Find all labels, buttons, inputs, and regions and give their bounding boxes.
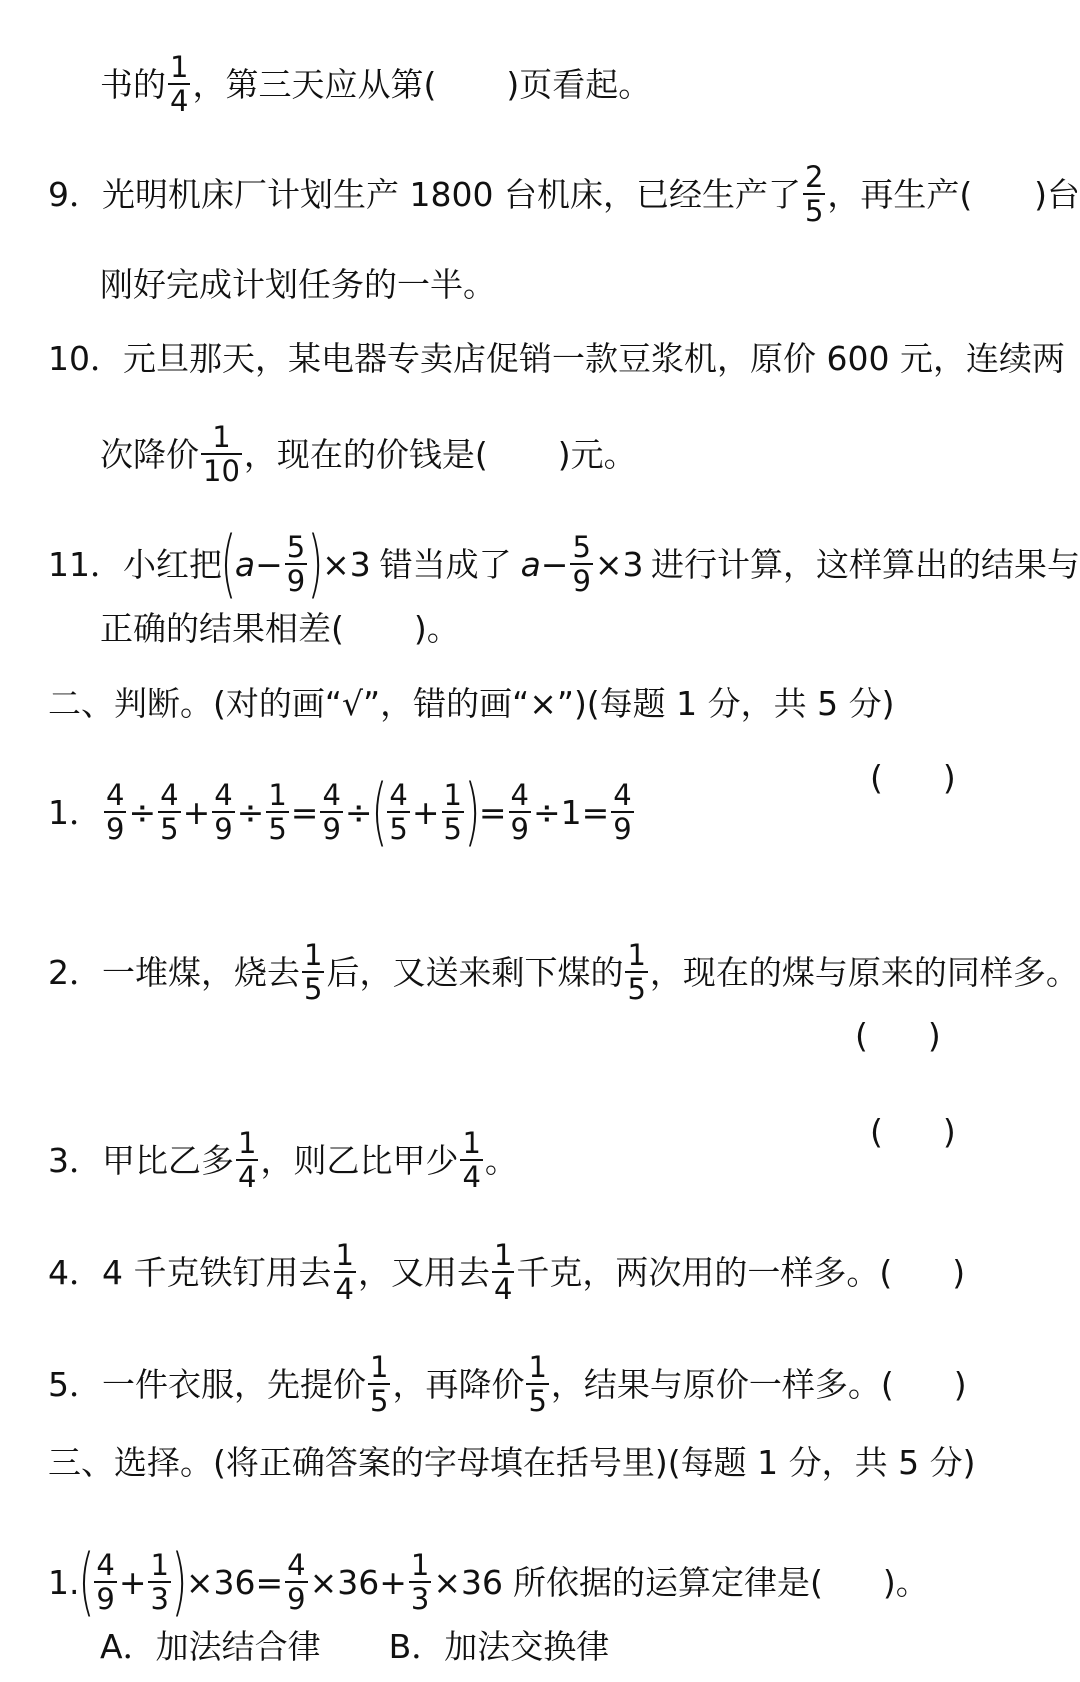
text: 元旦那天，某电器专卖店促销一款豆浆机，原价 600 元，连续两 (123, 339, 1065, 378)
judge-4 (48, 1240, 1080, 1305)
text: ，又用去 (357, 1252, 490, 1292)
text: 次降价 (100, 434, 199, 474)
text: 所依据的运算定律是( (513, 1562, 823, 1602)
plus-sign: + (379, 1562, 407, 1602)
question-number: 9． (48, 174, 102, 214)
text: )。 (413, 609, 460, 648)
fraction: $\frac{4}{5}$ (389, 777, 408, 846)
question-number: 11． (48, 544, 123, 584)
fraction: $\frac{1}{5}$ (528, 1350, 547, 1419)
question-9 (48, 162, 1080, 227)
question-number: 1． (48, 792, 102, 832)
text: 千克，两次用的一样多。( (516, 1252, 893, 1292)
left-paren: ( (371, 769, 387, 855)
fraction: $\frac{1}{4}$ (462, 1126, 481, 1195)
times-36: ×36 (309, 1562, 380, 1602)
variable: a (234, 544, 256, 584)
divide-sign: ÷ (344, 792, 373, 832)
question-number: 5． (48, 1364, 102, 1404)
text: ，再降价 (392, 1364, 525, 1404)
text: 刚好完成计划任务的一半。 (100, 265, 496, 304)
text: 正确的结果相差( (100, 609, 344, 648)
q8-tail (100, 52, 1080, 117)
fraction: $\frac{1}{5}$ (370, 1350, 389, 1419)
option-a[interactable]: A．加法结合律 (100, 1627, 321, 1666)
section-3-title (48, 1443, 1080, 1482)
divide-sign: ÷ (532, 792, 561, 832)
fraction: $\frac{5}{9}$ (572, 529, 591, 598)
times-36: ×36 (433, 1562, 503, 1602)
text: 后，又送来剩下煤的 (326, 952, 624, 992)
judge-5 (48, 1352, 1080, 1417)
minus-sign: − (255, 544, 283, 584)
equals-sign: = (255, 1562, 284, 1602)
text: 一件衣服，先提价 (102, 1364, 366, 1404)
text: ，现在的煤与原来的同样多。 (649, 952, 1079, 992)
fraction: $\frac{4}{9}$ (106, 777, 125, 846)
text: ) (953, 1364, 967, 1404)
judge-2 (48, 940, 1080, 1005)
fraction: $\frac{1}{3}$ (410, 1547, 430, 1616)
fraction: $\frac{4}{9}$ (96, 1547, 115, 1616)
text: )。 (882, 1562, 929, 1602)
text: 光明机床厂计划生产 1800 台机床，已经生产了 (102, 174, 801, 214)
choice-1-options (100, 1627, 1080, 1666)
question-number: 3． (48, 1140, 102, 1180)
right-paren: ) (171, 1539, 188, 1625)
question-9-line2 (100, 265, 1080, 304)
fraction: $\frac{1}{5}$ (304, 938, 323, 1007)
left-paren: ( (77, 1539, 94, 1625)
question-11 (48, 521, 1080, 607)
fraction: $\frac{1}{5}$ (627, 938, 646, 1007)
divide-sign: ÷ (236, 792, 265, 832)
option-b[interactable]: B．加法交换律 (388, 1627, 610, 1666)
fraction: $\frac{4}{9}$ (214, 777, 233, 846)
question-number: 4． (48, 1252, 102, 1292)
fraction: $\frac{4}{9}$ (287, 1547, 306, 1616)
answer-paren[interactable]: ( ) (855, 1016, 941, 1055)
text: ，现在的价钱是( (243, 434, 488, 474)
number: 1 (560, 792, 582, 832)
answer-paren[interactable]: ( ) (870, 758, 956, 797)
divide-sign: ÷ (128, 792, 157, 832)
section-title: 二、判断。(对的画“√”，错的画“×”)(每题 1 分，共 5 分) (48, 684, 895, 723)
text: 一堆煤，烧去 (102, 952, 300, 992)
text: ，再生产( (827, 174, 973, 214)
text: 进行计算，这样算出的结果与 (650, 544, 1080, 584)
plus-sign: + (118, 1562, 147, 1602)
times-36: ×36 (185, 1562, 256, 1602)
question-number: 2． (48, 952, 102, 992)
right-paren: ) (464, 769, 481, 855)
question-10-line2 (100, 422, 1080, 487)
right-paren: ) (307, 521, 324, 607)
text: 。 (484, 1140, 518, 1180)
text: ) (952, 1252, 966, 1292)
fraction: $\frac{4}{5}$ (160, 777, 179, 846)
fraction: $\frac{1}{4}$ (493, 1238, 513, 1307)
question-11-line2 (100, 609, 1080, 648)
text: ，第三天应从第( (192, 64, 437, 104)
equals-sign: = (478, 792, 507, 832)
times-three: ×3 (594, 544, 644, 584)
text: ，则乙比甲少 (260, 1140, 459, 1180)
plus-sign: + (182, 792, 211, 832)
minus-sign: − (540, 544, 569, 584)
question-10 (48, 339, 1080, 378)
choice-1 (48, 1539, 1080, 1625)
text: 书的 (100, 64, 166, 104)
question-number: 1. (48, 1562, 80, 1602)
fraction: $\frac{1}{4}$ (170, 50, 189, 119)
fraction: $\frac{1}{5}$ (443, 777, 462, 846)
plus-sign: + (411, 792, 440, 832)
variable: a (520, 544, 541, 584)
text: )元。 (557, 434, 637, 474)
text: 错当成了 (379, 544, 512, 584)
question-number: 10． (48, 339, 123, 378)
left-paren: ( (220, 521, 237, 607)
fraction: $\frac{1}{5}$ (268, 777, 287, 846)
fraction: $\frac{4}{9}$ (613, 777, 632, 846)
equals-sign: = (581, 792, 610, 832)
section-title: 三、选择。(将正确答案的字母填在括号里)(每题 1 分，共 5 分) (48, 1443, 976, 1482)
fraction: $\frac{1}{3}$ (150, 1547, 169, 1616)
answer-paren[interactable]: ( ) (870, 1112, 956, 1151)
fraction: $\frac{1}{10}$ (203, 420, 240, 489)
text: )台 (1034, 174, 1080, 214)
times-three: ×3 (322, 544, 371, 584)
text: 4 千克铁钉用去 (102, 1252, 332, 1292)
text: 甲比乙多 (102, 1140, 234, 1180)
text: 小红把 (123, 544, 222, 584)
equals-sign: = (290, 792, 319, 832)
fraction: $\frac{1}{4}$ (238, 1126, 257, 1195)
fraction: $\frac{2}{5}$ (804, 160, 824, 229)
text: )页看起。 (506, 64, 652, 104)
text: ，结果与原价一样多。( (550, 1364, 894, 1404)
fraction: $\frac{1}{4}$ (335, 1238, 354, 1307)
section-2-title (48, 684, 1080, 723)
fraction: $\frac{4}{9}$ (322, 777, 341, 846)
fraction: $\frac{4}{9}$ (510, 777, 529, 846)
fraction: $\frac{5}{9}$ (286, 529, 306, 598)
